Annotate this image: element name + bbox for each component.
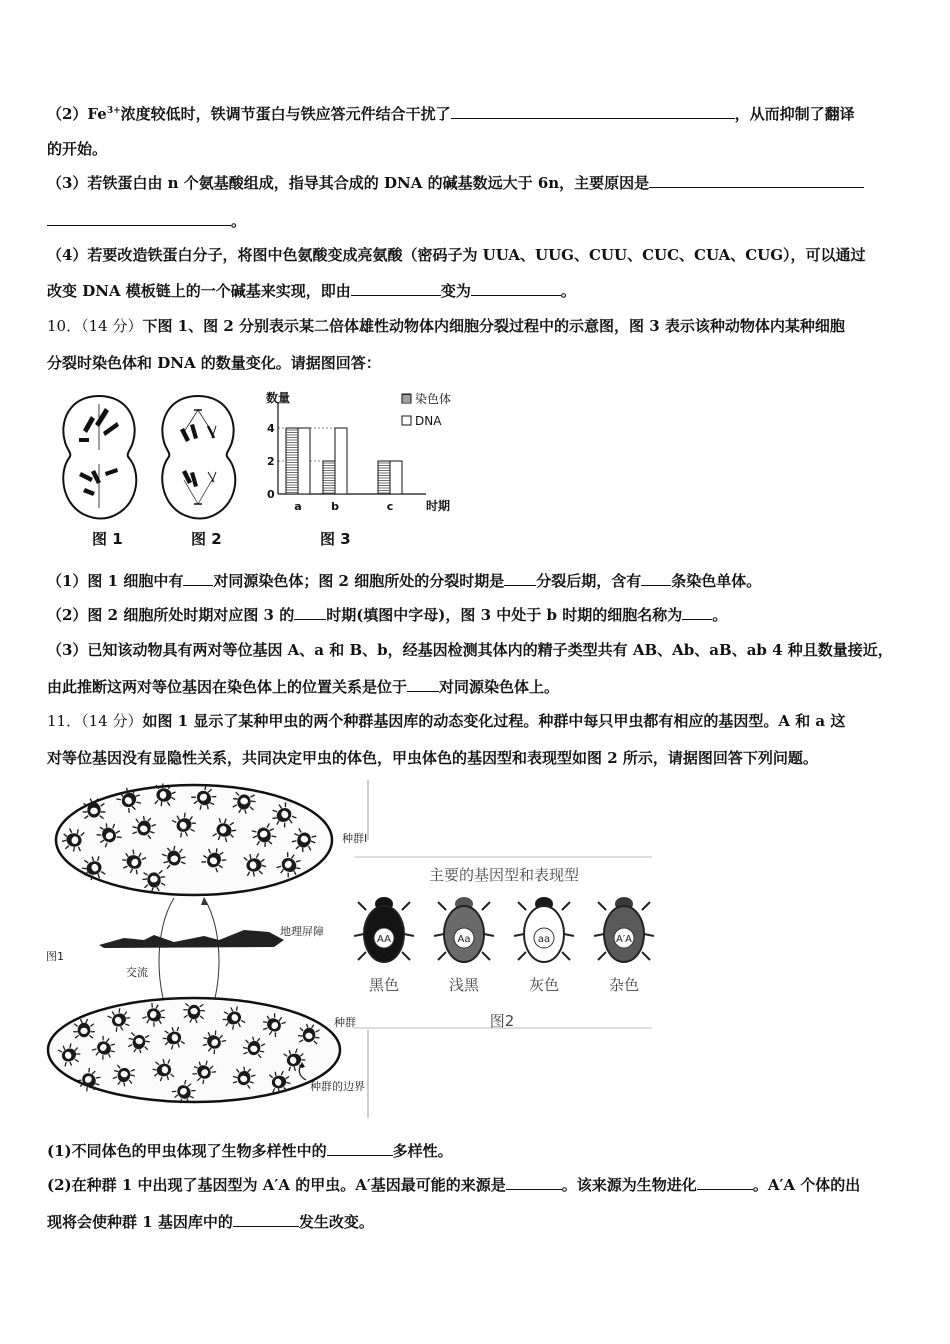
answer-blank[interactable] xyxy=(697,1175,753,1190)
y-axis-label: 数量 xyxy=(266,391,291,405)
bar-chromosome-a xyxy=(286,428,298,494)
answer-blank[interactable] xyxy=(682,605,712,620)
phenotype-label: 杂色 xyxy=(608,976,640,994)
q11-figure2-phenotypes xyxy=(354,856,654,1031)
answer-blank[interactable] xyxy=(233,1212,299,1227)
q9-part2-text-c: ，从而抑制了翻译 xyxy=(734,105,855,123)
q10-part2-text-a: （2）图 2 细胞所处时期对应图 3 的 xyxy=(47,606,295,624)
q9-part4-text-a: （4）若要改造铁蛋白分子，将图中色氨酸变成亮氨酸（密码子为 UUA、UUG、CUU、CUC、CUA、CUG），可以通过 xyxy=(47,246,866,264)
q11-part2-text-c: 。A′A 个体的出 xyxy=(752,1176,861,1194)
q11-part2-text-a: (2)在种群 1 中出现了基因型为 A′A 的甲虫。A′基因最可能的来源是 xyxy=(47,1176,506,1194)
q10-part3-text-a: （3）已知该动物具有两对等位基因 A、a 和 B、b，经基因检测其体内的精子类型共有 AB、Ab、aB、ab 4 种且数量接近， xyxy=(47,641,893,659)
figure2-label-q11: 图2 xyxy=(489,1012,515,1030)
q11-stem-b: 对等位基因没有显隐性关系，共同决定甲虫的体色，甲虫体色的基因型和表现型如图 2 所示，请据图回答下列问题。 xyxy=(47,749,818,767)
q11-part1-text-b: 多样性。 xyxy=(392,1142,453,1160)
x-tick-label: c xyxy=(386,500,394,513)
q10-part2-end: 。 xyxy=(712,606,728,624)
answer-blank[interactable] xyxy=(641,571,671,586)
q9-part2-text-a: （2）Fe xyxy=(47,105,107,123)
q11-number: 11．（14 分） xyxy=(47,712,143,730)
q11-stem-line2 xyxy=(47,748,818,768)
bar-dna-b xyxy=(335,428,347,494)
q11-figure1-populations xyxy=(44,780,370,1120)
q11-stem-a: 如图 1 显示了某种甲虫的两个种群基因库的动态变化过程。种群中每只甲虫都有相应的基因型。A 和 a 这 xyxy=(142,712,846,730)
figure2-cell-diagram xyxy=(154,392,242,522)
y-tick-label: 0 xyxy=(267,488,275,501)
q10-part1-text-d: 条染色单体。 xyxy=(671,572,762,590)
figure2-label: 图 2 xyxy=(191,530,222,548)
answer-blank[interactable] xyxy=(649,173,864,188)
bar-dna-a xyxy=(298,428,310,494)
q10-part1-text-b: 对同源染色体；图 2 细胞所处的分裂时期是 xyxy=(213,572,505,590)
figure3-bar-chart xyxy=(258,388,468,518)
x-tick-label: a xyxy=(294,500,302,513)
answer-blank[interactable] xyxy=(407,677,439,692)
geographic-barrier xyxy=(99,930,284,948)
q11-part2-text-b: 。该来源为生物进化 xyxy=(561,1176,697,1194)
genotype-label: aa xyxy=(537,934,551,945)
bar-dna-c xyxy=(390,461,402,494)
phenotype-label: 黑色 xyxy=(368,976,400,994)
population2-label: 种群 xyxy=(334,1016,356,1029)
q11-part1-text-a: (1)不同体色的甲虫体现了生物多样性中的 xyxy=(47,1142,327,1160)
q10-number: 10．（14 分） xyxy=(47,317,143,335)
q10-part3-line2 xyxy=(47,677,559,697)
answer-blank[interactable] xyxy=(471,281,561,296)
figure2-title: 主要的基因型和表现型 xyxy=(428,866,580,884)
boundary-label: 种群的边界 xyxy=(310,1080,365,1093)
q9-part3-text: （3）若铁蛋白由 n 个氨基酸组成，指导其合成的 DNA 的碱基数远大于 6n，主要原因是 xyxy=(47,174,650,192)
q10-stem-line1 xyxy=(47,316,845,336)
q10-part2 xyxy=(47,605,727,625)
answer-blank[interactable] xyxy=(327,1141,393,1156)
genotype-label: Aa xyxy=(457,934,471,945)
population1-label: 种群Ⅰ xyxy=(342,832,368,845)
q9-part4-end: 。 xyxy=(560,282,576,300)
q11-part2-line1 xyxy=(47,1175,860,1195)
q10-stem-line2 xyxy=(47,353,381,373)
answer-blank[interactable] xyxy=(506,1175,562,1190)
phenotype-label: 灰色 xyxy=(528,976,560,994)
genotype-label: A′A xyxy=(616,934,632,945)
q10-part2-text-b: 时期(填图中字母)，图 3 中处于 b 时期的细胞名称为 xyxy=(326,606,683,624)
q11-part1 xyxy=(47,1141,453,1161)
y-tick-label: 4 xyxy=(267,422,275,435)
q10-stem-a: 下图 1、图 2 分别表示某二倍体雄性动物体内细胞分裂过程中的示意图，图 3 表示该种动物体内某种细胞 xyxy=(142,317,845,335)
q10-part3-text-c: 对同源染色体上。 xyxy=(439,678,560,696)
q9-part3-end: 。 xyxy=(231,212,247,230)
answer-blank[interactable] xyxy=(47,211,231,226)
q9-part4-line2 xyxy=(47,281,576,301)
q10-part1 xyxy=(47,571,761,591)
beetle-黑色 xyxy=(354,897,414,994)
y-tick-label: 2 xyxy=(267,455,275,468)
q9-part2-text-b: 浓度较低时，铁调节蛋白与铁应答元件结合干扰了 xyxy=(120,105,451,123)
answer-blank[interactable] xyxy=(351,281,441,296)
q10-part1-text-c: 分裂后期，含有 xyxy=(536,572,642,590)
answer-blank[interactable] xyxy=(504,571,536,586)
q11-stem-line1 xyxy=(47,711,845,731)
q9-part2-line2 xyxy=(47,139,107,159)
legend-label: 染色体 xyxy=(415,392,452,406)
beetle-浅黑 xyxy=(434,897,494,994)
q11-part2-text-e: 发生改变。 xyxy=(298,1213,374,1231)
bar-chromosome-b xyxy=(323,461,335,494)
figure1-cell-diagram xyxy=(55,392,143,522)
legend-label: DNA xyxy=(415,414,442,428)
legend-swatch-dna xyxy=(402,416,411,425)
phenotype-label: 浅黑 xyxy=(448,976,480,994)
q11-part2-line2 xyxy=(47,1212,374,1232)
q9-part2-line1 xyxy=(47,101,855,124)
q11-part2-text-d: 现将会使种群 1 基因库中的 xyxy=(47,1213,233,1231)
q10-part3-text-b: 由此推断这两对等位基因在染色体上的位置关系是位于 xyxy=(47,678,408,696)
barrier-label: 地理屏障 xyxy=(280,925,324,938)
q9-part2-text-d: 的开始。 xyxy=(47,140,108,158)
q9-part4-line1 xyxy=(47,245,866,265)
beetle-灰色 xyxy=(514,897,574,994)
q9-fe-superscript: 3+ xyxy=(106,106,121,116)
q9-part4-text-c: 变为 xyxy=(440,282,471,300)
answer-blank[interactable] xyxy=(451,104,735,119)
figure3-label: 图 3 xyxy=(320,530,351,548)
answer-blank[interactable] xyxy=(294,605,326,620)
q10-stem-b: 分裂时染色体和 DNA 的数量变化。请据图回答： xyxy=(47,354,381,372)
q9-part4-text-b: 改变 DNA 模板链上的一个碱基来实现，即由 xyxy=(47,282,351,300)
genotype-label: AA xyxy=(377,934,391,945)
figure1-label: 图 1 xyxy=(92,530,123,548)
exchange-label: 交流 xyxy=(126,966,148,979)
x-axis-label: 时期 xyxy=(426,499,451,513)
answer-blank[interactable] xyxy=(183,571,213,586)
q9-part3-line2 xyxy=(47,211,246,231)
q10-part1-text-a: （1）图 1 细胞中有 xyxy=(47,572,184,590)
figure1-label-q11: 图1 xyxy=(46,950,64,963)
beetle-杂色 xyxy=(594,897,654,994)
x-tick-label: b xyxy=(331,500,339,513)
bar-chromosome-c xyxy=(378,461,390,494)
population1-ellipse xyxy=(56,785,332,895)
q10-part3-line1 xyxy=(47,640,893,660)
q9-part3-line1 xyxy=(47,173,864,193)
